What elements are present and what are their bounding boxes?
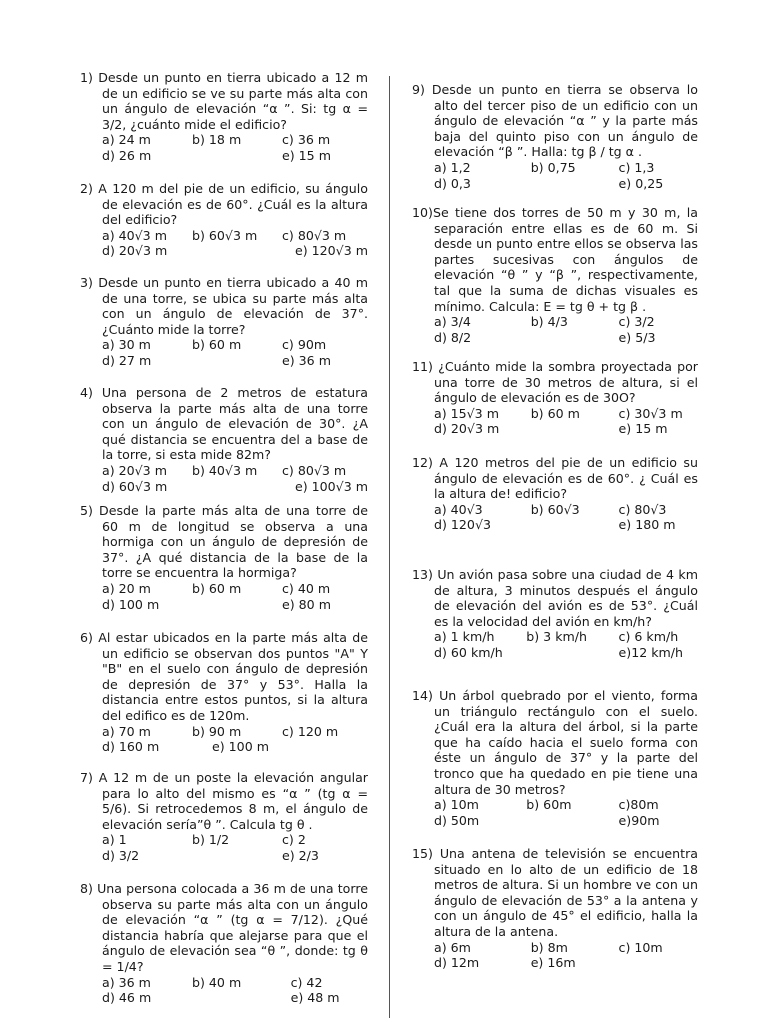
option: e) 0,25: [618, 175, 664, 191]
option: b) 90 m: [192, 723, 242, 739]
question-5: [80, 503, 368, 612]
option: c) 2: [282, 832, 306, 848]
question-12: [412, 455, 698, 533]
option: [192, 243, 278, 259]
option: d) 26 m: [102, 147, 152, 163]
option: d) 60 km/h: [434, 644, 503, 660]
answer-options: [412, 502, 698, 533]
option: [192, 597, 278, 613]
option: c) 40 m: [282, 580, 331, 596]
option: a) 20 m: [102, 580, 151, 596]
option: e) 15 m: [618, 421, 668, 437]
question-stem: 9) Desde un punto en tierra se observa lo alto del tercer piso de un edificio con un ángulo de elevación “α ” y la parte más baja del quinto piso con un ángulo de elevación “β ”. Halla: tg β / tg α .: [412, 82, 698, 160]
option: d) 27 m: [102, 352, 152, 368]
option: c) 36 m: [282, 132, 331, 148]
option: c) 120 m: [282, 723, 339, 739]
option: [531, 176, 615, 192]
option: d) 20√3 m: [434, 421, 500, 437]
question-stem: 7) A 12 m de un poste la elevación angular para lo alto del mismo es “α ” (tg α = 5/6). Si retrocedemos 8 m, el ángulo de elevación sería”θ ”. Calcula tg θ .: [80, 770, 368, 832]
answer-options: [412, 940, 698, 971]
question-11: [412, 359, 698, 437]
answer-options: [80, 228, 368, 259]
answer-options: [412, 406, 698, 437]
option: d) 3/2: [102, 847, 140, 863]
question-13: [412, 567, 698, 661]
option: c) 80√3 m: [282, 227, 347, 243]
question-stem: 12) A 120 metros del pie de un edificio su ángulo de elevación es de 60°. ¿ Cuál es la altura de! edificio?: [412, 455, 698, 502]
option: d) 120√3: [434, 517, 491, 533]
option: [192, 353, 278, 369]
option: e) 120√3 m: [294, 243, 368, 259]
option: b) 60√3 m: [192, 227, 258, 243]
question-15: [412, 846, 698, 971]
question-4: [80, 385, 368, 494]
option: e) 100 m: [212, 739, 269, 755]
option: d) 20√3 m: [102, 243, 168, 259]
answer-options: [80, 581, 368, 612]
answer-options: [412, 160, 698, 191]
option: a) 40√3: [434, 501, 483, 517]
option: b) 8m: [530, 939, 568, 955]
question-stem: 3) Desde un punto en tierra ubicado a 40 m de una torre, se ubica su parte más alta con un ángulo de elevación de 37°. ¿Cuánto mide la torre?: [80, 275, 368, 337]
option: c) 3/2: [618, 314, 655, 330]
option: c) 90m: [282, 337, 327, 353]
option: b) 0,75: [530, 159, 576, 175]
option: a) 15√3 m: [434, 405, 499, 421]
option: b) 60m: [526, 797, 572, 813]
answer-options: [80, 132, 368, 163]
question-2: [80, 181, 368, 259]
option: e) 36 m: [282, 352, 331, 368]
option: e) 2/3: [282, 847, 319, 863]
question-6: [80, 630, 368, 755]
option: c) 10m: [618, 939, 663, 955]
option: a) 1,2: [434, 159, 471, 175]
option: d) 160 m: [102, 739, 160, 755]
option: d) 0,3: [434, 175, 471, 191]
option: [192, 848, 278, 864]
option: b) 60 m: [530, 405, 580, 421]
option: e) 80 m: [282, 596, 331, 612]
option: e)12 km/h: [618, 644, 684, 660]
option: d) 46 m: [102, 990, 152, 1006]
option: [531, 421, 615, 437]
option: [192, 479, 278, 495]
question-stem: 6) Al estar ubicados en la parte más alta de un edificio se observan dos puntos "A" Y "B" en el suelo con ángulo de depresión de depresión de 37° y 53°. Halla la distancia entre estos puntos, si la altura del edifico es de 120m.: [80, 630, 368, 723]
option: d) 50m: [434, 812, 480, 828]
answer-options: [412, 797, 698, 828]
option: e) 100√3 m: [294, 478, 368, 494]
option: d) 100 m: [102, 596, 160, 612]
option: a) 6m: [434, 939, 471, 955]
option: a) 3/4: [434, 314, 471, 330]
option: b) 40 m: [192, 974, 242, 990]
answer-options: [80, 337, 368, 368]
option: c) 1,3: [618, 159, 655, 175]
question-8: [80, 881, 368, 1006]
option: [526, 645, 614, 661]
question-1: [80, 70, 368, 164]
question-stem: 10)Se tiene dos torres de 50 m y 30 m, la separación entre ellas es de 60 m. Si desde un punto entre ellos se observa las partes sucesivas con ángulos de elevación “θ ” y “β ”, respectivamente, tal que la suma de dichas visuales es mínimo. Calcula: E = tg θ + tg β .: [412, 205, 698, 314]
question-3: [80, 275, 368, 369]
option: c) 6 km/h: [618, 629, 679, 645]
option: a) 70 m: [102, 723, 151, 739]
option: c) 30√3 m: [618, 405, 683, 421]
answer-options: [80, 975, 368, 1006]
question-stem: 15) Una antena de televisión se encuentra situado en lo alto de un edificio de 18 metros de altura. Si un hombre ve con un ángulo de elevación de 53° a la antena y con un ángulo de 45° el edificio, halla la altura de la antena.: [412, 846, 698, 939]
question-stem: 14) Un árbol quebrado por el viento, forma un triángulo rectángulo con el suelo. ¿Cuál era la altura del árbol, si la parte que ha caído hacia el suelo forma con éste un ángulo de 37° y la parte del tronco que ha quedado en pie tiene una altura de 30 metros?: [412, 688, 698, 797]
option: a) 20√3 m: [102, 462, 167, 478]
answer-options: [412, 629, 698, 660]
option: b) 60 m: [192, 580, 242, 596]
question-stem: 5) Desde la parte más alta de una torre de 60 m de longitud se observa a una hormiga con un ángulo de depresión de 37°. ¿A qué distancia de la base de la torre se encuentra la hormiga?: [80, 503, 368, 581]
option: [531, 517, 615, 533]
option: e) 48 m: [290, 990, 340, 1006]
question-10: [412, 205, 698, 345]
question-7: [80, 770, 368, 864]
option: c) 42: [290, 974, 323, 990]
option: b) 1/2: [192, 832, 230, 848]
option: e) 16m: [530, 955, 576, 971]
option: a) 1 km/h: [434, 629, 495, 645]
option: b) 18 m: [192, 132, 242, 148]
option: d) 60√3 m: [102, 478, 168, 494]
option: e) 15 m: [282, 147, 331, 163]
option: a) 24 m: [102, 132, 151, 148]
answer-options: [80, 832, 368, 863]
option: a) 36 m: [102, 974, 151, 990]
question-stem: 11) ¿Cuánto mide la sombra proyectada por una torre de 30 metros de altura, si el ángulo de elevación es de 30O?: [412, 359, 698, 406]
option: a) 40√3 m: [102, 227, 167, 243]
option: c) 80√3: [618, 501, 667, 517]
answer-options: [80, 463, 368, 494]
option: [192, 990, 287, 1006]
option: c)80m: [618, 797, 659, 813]
question-14: [412, 688, 698, 828]
answer-options: [412, 314, 698, 345]
option: a) 30 m: [102, 337, 151, 353]
question-9: [412, 82, 698, 191]
option: b) 4/3: [530, 314, 568, 330]
option: e) 5/3: [618, 329, 656, 345]
option: [526, 813, 614, 829]
option: d) 12m: [434, 955, 480, 971]
question-stem: 2) A 120 m del pie de un edificio, su ángulo de elevación es de 60°. ¿Cuál es la altura del edificio?: [80, 181, 368, 228]
option: a) 10m: [434, 797, 479, 813]
option: e) 180 m: [618, 517, 676, 533]
question-stem: 4) Una persona de 2 metros de estatura observa la parte más alta de una torre con un ángulo de elevación de 30°. ¿A qué distancia se encuentra del a base de la torre, si esta mide 82m?: [80, 385, 368, 463]
question-stem: 8) Una persona colocada a 36 m de una torre observa su parte más alta con un ángulo de elevación “α ” (tg α = 7/12). ¿Qué distancia habría que alejarse para que el ángulo de elevación sea “θ ”, donde: tg θ = 1/4?: [80, 881, 368, 974]
option: d) 8/2: [434, 329, 472, 345]
option: [192, 148, 278, 164]
option: [531, 330, 615, 346]
option: b) 60 m: [192, 337, 242, 353]
option: c) 80√3 m: [282, 462, 347, 478]
answer-options: [80, 724, 368, 755]
question-stem: 13) Un avión pasa sobre una ciudad de 4 km de altura, 3 minutos después el ángulo de elevación del avión es de 53°. ¿Cuál es la velocidad del avión en km/h?: [412, 567, 698, 629]
question-stem: 1) Desde un punto en tierra ubicado a 12 m de un edificio se ve su parte más alta con un ángulo de elevación “α ”. Si: tg α = 3/2, ¿cuánto mide el edificio?: [80, 70, 368, 132]
option: b) 40√3 m: [192, 462, 258, 478]
column-divider: [389, 76, 390, 1018]
option: e)90m: [618, 812, 660, 828]
option: b) 3 km/h: [526, 629, 587, 645]
option: b) 60√3: [530, 501, 580, 517]
option: a) 1: [102, 832, 127, 848]
